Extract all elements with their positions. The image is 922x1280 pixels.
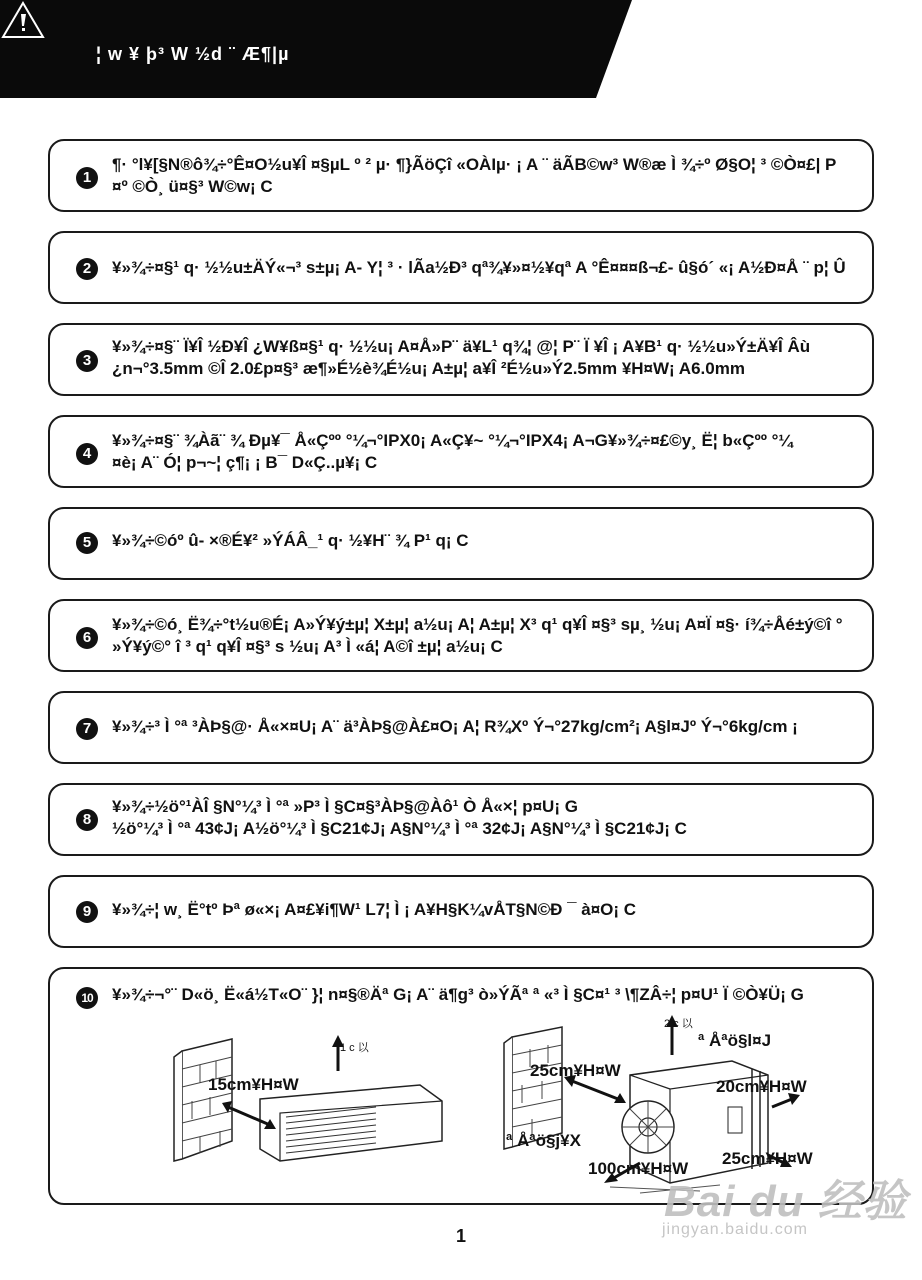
item-text-line: ½ö°¼³ Ì °ª 43¢J¡ A½ö°¼³ Ì §C21¢J¡ A§N°¼³ Ì °ª 32¢J¡ A§N°¼³ Ì §C21¢J¡ C [112, 819, 687, 838]
item-number: 3 [76, 350, 98, 372]
header-title: ¦ w ¥ þ³ W ½d ¨ Æ¶|µ [96, 44, 290, 64]
indoor-side-clearance-label: 15cm¥H¤W [208, 1075, 299, 1094]
item-number: 8 [76, 809, 98, 831]
item-number: 6 [76, 627, 98, 649]
list-item [48, 415, 874, 488]
outdoor-top-clearance-small-label: 2 c 以 [664, 1018, 693, 1030]
outdoor-right-clearance-label: 20cm¥H¤W [716, 1077, 807, 1096]
item-text-line: ¶· °l¥[§N®ô¾÷°Ê¤O½u¥Î ¤§µL º ² µ· ¶}ÃöÇî «OÀIµ· ¡ A ¨ äÃB©w³ W®æ Ì ¾÷º Ø§O¦ ³ ©Ò¤£| P [112, 155, 837, 174]
page-number: 1 [455, 1226, 466, 1246]
item-number: 9 [76, 901, 98, 923]
list-item [48, 507, 874, 580]
item-text-line: ¥»¾÷³ Ì °ª ³ÀÞ§@· Å«×¤U¡ A¨ ä³ÀÞ§@À£¤O¡ A¦ R¾Xº Ý¬°27kg/cm²¡ A§l¤Jº Ý¬°6kg/cm ¡ [112, 717, 798, 736]
item-text-line: ¿n¬°3.5mm ©Î 2.0£p¤§³ æ¶»É½è¾É½u¡ A±µ¦ a¥Î ²É½u»Ý2.5mm ¥H¤W¡ A6.0mm [112, 359, 745, 378]
item-number: 7 [76, 718, 98, 740]
item-number: 1 [76, 167, 98, 189]
outdoor-air-exhaust-label: ª Åªö§j¥X [506, 1131, 581, 1150]
list-item [48, 323, 874, 396]
outdoor-side-clearance-label: 25cm¥H¤W [722, 1149, 813, 1168]
header-band [0, 0, 922, 100]
list-item [48, 231, 874, 304]
item-number: 10 [76, 987, 98, 1009]
outdoor-air-intake-label: ª Åªö§l¤J [698, 1031, 772, 1050]
list-item [48, 783, 874, 856]
item-text-line: ¥»¾÷¤§¨ ¾Àã¨ ¾ Ðµ¥¯ Å«Çºº °¼¬°IPX0¡ A«Ç¥~ °¼¬°IPX4¡ A¬G¥»¾÷¤£©y¸ Ë¦ b«Çºº °¼ [112, 431, 793, 450]
item-text-line: ¥»¾÷©óº û- ×®É¥² »ÝÁÂ_¹ q· ½¥H¨ ¾ P¹ q¡ C [112, 531, 469, 550]
list-item [48, 691, 874, 764]
item-text-line: ¤º ©Ò¸ ü¤§³ W©w¡ C [112, 177, 273, 196]
item-text-line: ¥»¾÷¤§¨ Ï¥Î ½Ð¥Î ¿W¥ß¤§¹ q· ½½u¡ A¤Å»P¨ ä¥L¹ q¾¦ @¦ P¨ Ï ¥Î ¡ A¥B¹ q· ½½u»Ý±Ä¥Î Âù [112, 337, 811, 356]
item-text-line: ¥»¾÷©ó¸ Ë¾÷°t½u®É¡ A»Ý¥ý±µ¦ X±µ¦ a½u¡ A¦ A±µ¦ X³ q¹ q¥Î ¤§³ sµ¸ ½u¡ A¤Ï ¤§· í¾÷Åé±ý©î ° [112, 615, 843, 634]
item-number: 4 [76, 443, 98, 465]
indoor-top-clearance-label: 1 c 以 [340, 1042, 369, 1054]
list-item [48, 599, 874, 672]
item-text-line: ¥»¾÷¦ w¸ Ë°tº Þª ø«×¡ A¤£¥i¶W¹ L7¦ Ì ¡ A¥H§K¼vÅT§N©Ð ¯ à¤O¡ C [112, 900, 637, 919]
item-number: 2 [76, 258, 98, 280]
list-item [48, 875, 874, 948]
indoor-unit-illustration [170, 1021, 470, 1181]
list-item [48, 139, 874, 212]
warning-icon [0, 0, 46, 40]
watermark-logo: Bai du 经验 [664, 1177, 908, 1226]
item-text-line: »Ý¥ý©° î ³ q¹ q¥Î ¤§³ s ½u¡ A³ Ì «á¦ A©î ±µ¦ a½u¡ C [112, 637, 503, 656]
item-number: 5 [76, 532, 98, 554]
item-text-line: ¥»¾÷½ö°¹ÀÎ §N°¼³ Ì °ª »P³ Ì §C¤§³ÀÞ§@Àô¹ Ò Å«×¦ p¤U¡ G [112, 797, 578, 816]
outdoor-front-clearance-label: 100cm¥H¤W [588, 1159, 689, 1178]
outdoor-back-clearance-label: 25cm¥H¤W [530, 1061, 621, 1080]
item-text-line: ¤è¡ A¨ Ó¦ p¬~¦ ç¶¡ ¡ B¯ D«Ç..µ¥¡ C [112, 453, 378, 472]
item-text-line: ¥»¾÷¤§¹ q· ½½u±ÄÝ«¬³ s±µ¡ A- Y¦ ³ · lÃa½Ð³ qª¾¥»¤½¥qª A °Ê¤¤¤ß¬£- û§ó´ «¡ A½Ð¤Å ¨ p¦ Û [112, 258, 846, 277]
watermark-url: jingyan.baidu.com [662, 1221, 808, 1238]
item-text-line: ¥»¾÷¬°¨ D«ö¸ Ë«á½T«O¨ }¦ n¤§®Äª G¡ A¨ ä¶g³ ò»ÝÃª ª «³ Ì §C¤¹ ³ \¶ZÂ÷¦ p¤U¹ Ï ©Ò¥Ü¡ G [112, 985, 804, 1004]
watermark [650, 1165, 910, 1275]
